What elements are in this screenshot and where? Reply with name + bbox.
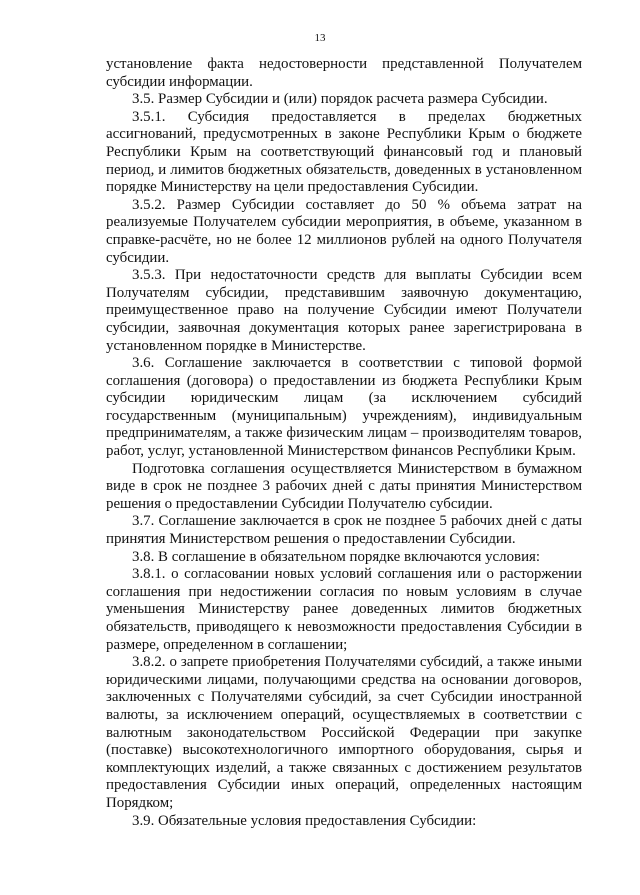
paragraph-3-5-3: 3.5.3. При недостаточности средств для выплаты Субсидии всем Получателям субсидии, представившим заявочную документацию, преимущественное право на получение Субсидии имеют Получатели субсидии, заявочная документация которых ранее зарегистрирована в установленном порядке в Министерстве. bbox=[106, 267, 582, 354]
paragraph-continuation: установление факта недостоверности представленной Получателем субсидии информации. bbox=[106, 56, 582, 90]
page-number: 13 bbox=[314, 32, 326, 44]
paragraph-3-5-2: 3.5.2. Размер Субсидии составляет до 50 % объема затрат на реализуемые Получателем субсидии мероприятия, в объеме, указанном в справке-расчёте, но не более 12 миллионов рублей на одного Получателя субсидии. bbox=[106, 196, 582, 266]
paragraph-3-7: 3.7. Соглашение заключается в срок не позднее 5 рабочих дней с даты принятия Министерством решения о предоставлении Субсидии. bbox=[106, 513, 582, 548]
paragraph-3-8: 3.8. В соглашение в обязательном порядке включаются условия: bbox=[132, 548, 541, 565]
paragraph-3-5: 3.5. Размер Субсидии и (или) порядок расчета размера Субсидии. bbox=[132, 91, 548, 108]
paragraph-agreement-preparation: Подготовка соглашения осуществляется Министерством в бумажном виде в срок не позднее 3 рабочих дней с даты принятия Министерством решения о предоставлении Субсидии Получателю субсидии. bbox=[106, 460, 582, 512]
paragraph-3-8-2: 3.8.2. о запрете приобретения Получателями субсидий, а также иными юридическими лицами, получающими средства на основании договоров, заключенных с Получателями субсидий, за счет Субсидии иностранной валюты, за исключением операций, осуществляемых в соответствии с валютным законодательством Российской Федерации при закупке (поставке) высокотехнологичного импортного оборудования, сырья и комплектующих изделий, а также связанных с достижением результатов предоставления Субсидии иных операций, определенных настоящим Порядком; bbox=[106, 654, 582, 811]
paragraph-3-5-1: 3.5.1. Субсидия предоставляется в пределах бюджетных ассигнований, предусмотренных в законе Республики Крым о бюджете Республики Крым на соответствующий финансовый год и плановый период, и лимитов бюджетных обязательств, доведенных в установленном порядке Министерству на цели предоставления Субсидии. bbox=[106, 108, 582, 196]
paragraph-3-9: 3.9. Обязательные условия предоставления Субсидии: bbox=[132, 812, 477, 829]
paragraph-3-6: 3.6. Соглашение заключается в соответствии с типовой формой соглашения (договора) о предоставлении из бюджета Республики Крым субсидии юридическим лицам (за исключением субсидий государственным (муниципальным) учреждениям), индивидуальным предпринимателям, а также физическим лицам – производителям товаров, работ, услуг, установленной Министерством финансов Республики Крым. bbox=[106, 355, 582, 460]
paragraph-3-8-1: 3.8.1. о согласовании новых условий соглашения или о расторжении соглашения при недостижении согласия по новым условиям в случае уменьшения Министерству ранее доведенных лимитов бюджетных обязательств, приводящего к невозможности предоставления Субсидии в размере, определенном в соглашении; bbox=[106, 566, 582, 653]
document-body bbox=[106, 56, 582, 830]
